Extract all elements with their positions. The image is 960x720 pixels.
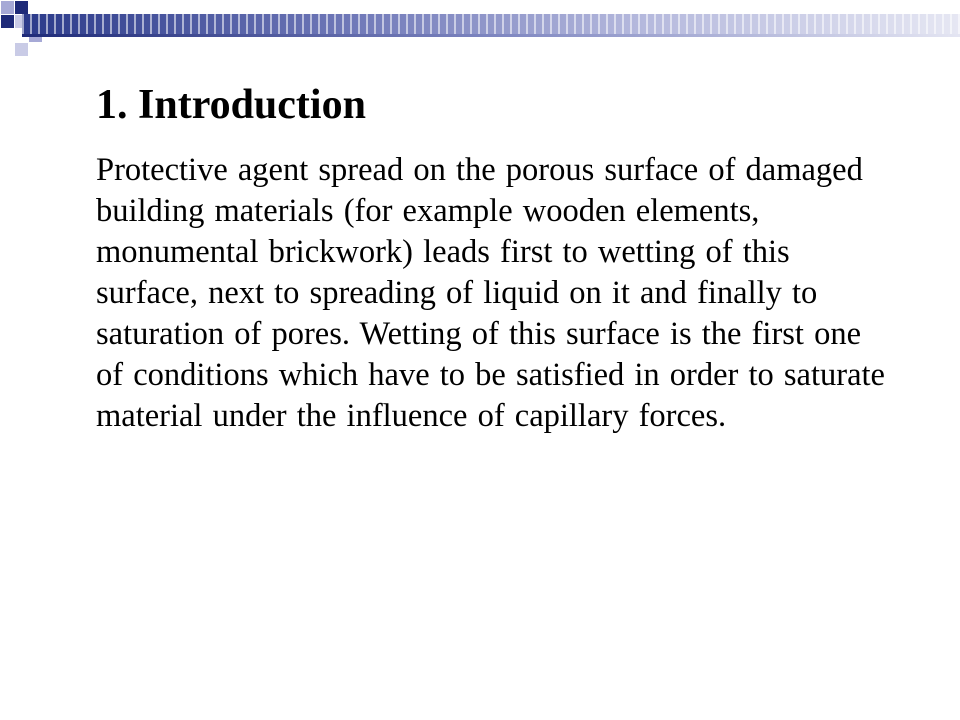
- header-divider: [22, 34, 960, 37]
- corner-square-decoration: [15, 43, 28, 56]
- header-stripe-band: [22, 14, 960, 34]
- corner-square-decoration: [15, 1, 28, 14]
- corner-square-decoration: [1, 1, 14, 14]
- slide-title: 1. Introduction: [96, 82, 366, 128]
- corner-square-decoration: [1, 15, 14, 28]
- slide-body-text: Protective agent spread on the porous surface of damaged building materials (for example wooden elements, monumental brickwork) leads first to wetting of this surface, next to spreading of liquid on it and finally to saturation of pores. Wetting of this surface is the first one of conditions which have to be satisfied in order to saturate material under the influence of capillary forces.: [96, 152, 885, 434]
